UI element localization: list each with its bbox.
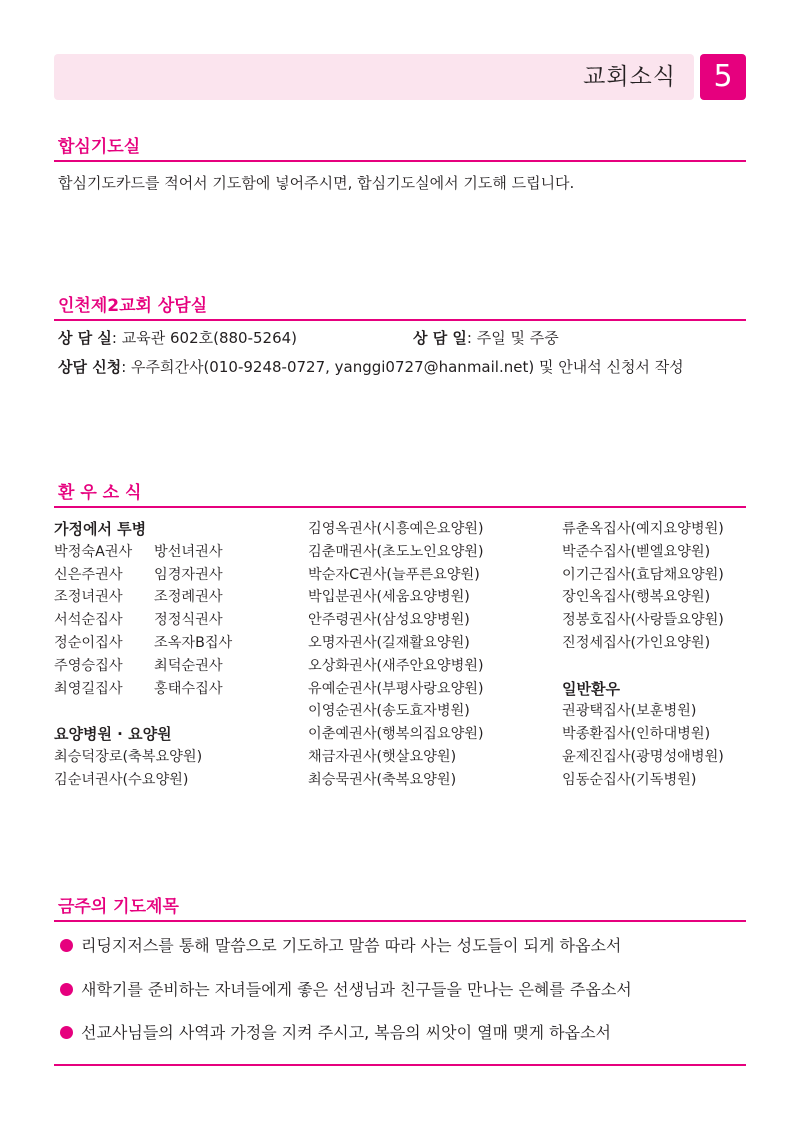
list-item: 류춘옥집사(예지요양병원) <box>562 521 724 537</box>
list-item: 유예순권사(부평사랑요양원) <box>308 680 484 697</box>
list-item: 이기근집사(효담채요양원) <box>562 566 724 583</box>
list-item: 김춘매권사(초도노인요양원) <box>308 543 484 560</box>
prayer-item: 리딩지저스를 통해 말씀으로 기도하고 말씀 따라 사는 성도들이 되게 하옵소서 <box>60 935 621 957</box>
prayer-item: 새학기를 준비하는 자녀들에게 좋은 선생님과 친구들을 만나는 은혜를 주옵소서 <box>60 979 632 1001</box>
bullet-icon <box>60 1026 73 1039</box>
counsel-day-label: 상 담 일 <box>413 329 467 347</box>
list-item: 임동순집사(기독병원) <box>562 771 697 788</box>
list-item: 서석순집사 정정식권사 <box>54 612 223 629</box>
counsel-apply-label: 상담 신청 <box>58 358 122 376</box>
section-rule <box>54 160 746 162</box>
home-title: 가정에서 투병 <box>54 520 147 538</box>
section-rule <box>54 920 746 922</box>
list-item: 권광택집사(보훈병원) <box>562 703 697 720</box>
hospital-title: 요양병원 · 요양원 <box>54 725 172 744</box>
list-item: 이영순권사(송도효자병원) <box>308 703 470 720</box>
counsel-room-label: 상 담 실 <box>58 329 112 347</box>
section-title-counsel: 인천제2교회 상담실 <box>58 296 208 316</box>
prayer-room-text: 합심기도카드를 적어서 기도함에 넣어주시면, 합심기도실에서 기도해 드립니다. <box>58 174 575 192</box>
list-item: 김순녀권사(수요양원) <box>54 771 189 788</box>
counsel-apply-line <box>58 357 684 377</box>
header-title: 교회소식 <box>583 64 676 90</box>
list-item: 오상화권사(새주안요양병원) <box>308 657 484 674</box>
list-item: 최승덕장로(축복요양원) <box>54 748 203 765</box>
footer-rule <box>54 1064 746 1066</box>
list-item: 박준수집사(벧엘요양원) <box>562 543 711 560</box>
list-item: 진정세집사(가인요양원) <box>562 634 711 651</box>
prayer-item: 선교사님들의 사역과 가정을 지켜 주시고, 복음의 씨앗이 열매 맺게 하옵소서 <box>60 1022 611 1044</box>
list-item: 박순자C권사(늘푸른요양원) <box>308 566 480 583</box>
list-item: 정순이집사 조옥자B집사 <box>54 634 233 651</box>
list-item: 박입분권사(세움요양병원) <box>308 589 470 606</box>
list-item: 채금자권사(햇살요양원) <box>308 748 457 765</box>
section-title-prayer-room: 합심기도실 <box>58 137 141 157</box>
section-title-prayer-topics: 금주의 기도제목 <box>58 897 179 917</box>
list-item: 이춘예권사(행복의집요양원) <box>308 726 484 743</box>
general-title: 일반환우 <box>562 679 620 698</box>
counsel-room-line <box>58 328 297 348</box>
list-item: 정봉호집사(사랑뜰요양원) <box>562 612 724 629</box>
list-item: 장인옥집사(행복요양원) <box>562 589 711 606</box>
bullet-icon <box>60 939 73 952</box>
counsel-day-line <box>413 328 559 348</box>
list-item: 신은주권사 임경자권사 <box>54 566 223 583</box>
section-title-patients: 환 우 소 식 <box>58 483 142 503</box>
list-item: 윤제진집사(광명성애병원) <box>562 748 724 765</box>
patients-column-1 <box>54 518 232 792</box>
counsel-day-value: : 주일 및 주중 <box>466 329 559 347</box>
list-item: 최영길집사 홍태수집사 <box>54 680 223 697</box>
list-item: 주영승집사 최덕순권사 <box>54 657 223 674</box>
list-item: 오명자권사(길재활요양원) <box>308 634 470 651</box>
bullet-icon <box>60 983 73 996</box>
list-item: 조정녀권사 조정례권사 <box>54 589 223 606</box>
counsel-apply-value: : 우주희간사(010-9248-0727, yanggi0727@hanmail.net) 및 안내석 신청서 작성 <box>121 358 684 376</box>
counsel-room-value: : 교육관 602호(880-5264) <box>111 329 298 347</box>
list-item: 김영옥권사(시흥예은요양원) <box>308 521 484 537</box>
list-item: 박정숙A권사 방선녀권사 <box>54 543 223 560</box>
patients-column-2 <box>308 518 484 792</box>
list-item: 안주령권사(삼성요양병원) <box>308 612 470 629</box>
section-rule <box>54 506 746 508</box>
list-item: 박종환집사(인하대병원) <box>562 726 711 743</box>
patients-column-3 <box>562 518 724 792</box>
list-item: 최승묵권사(축복요양원) <box>308 771 457 788</box>
page-number: 5 <box>700 54 746 100</box>
section-rule <box>54 319 746 321</box>
